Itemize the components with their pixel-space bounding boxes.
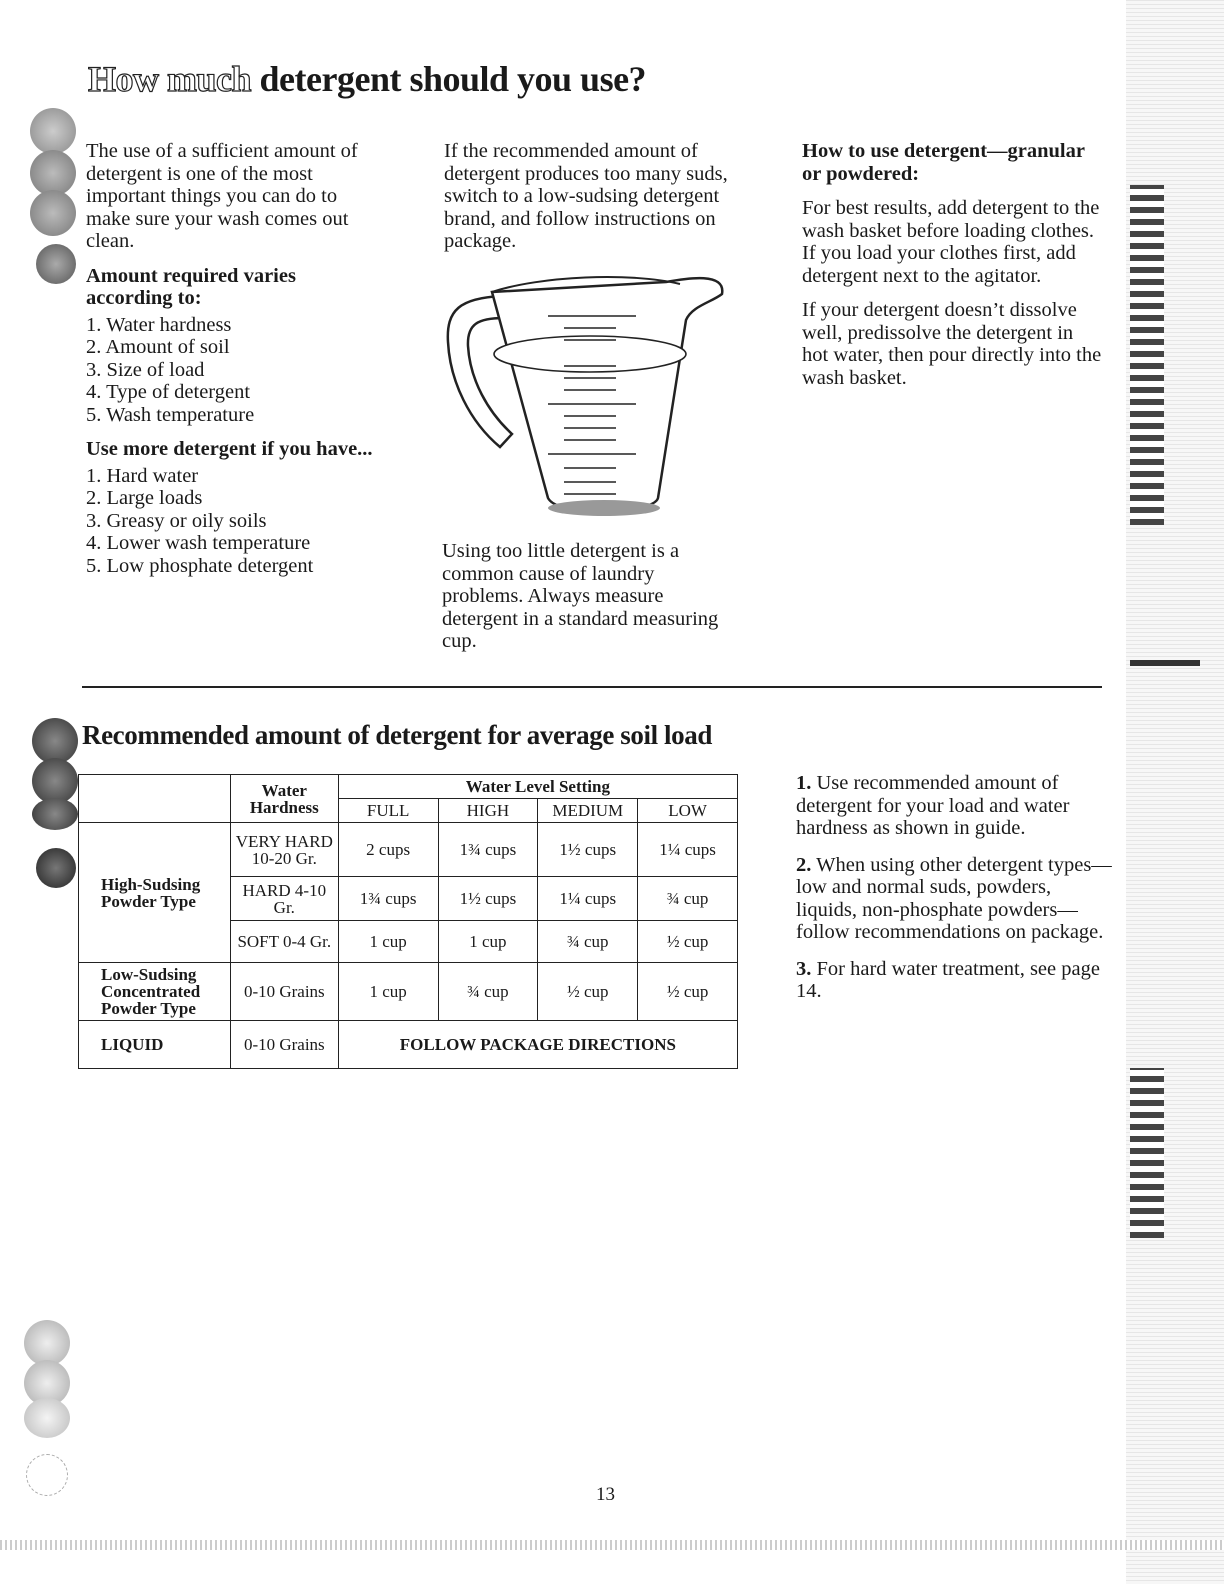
page-title-solid: detergent should you use? [259,59,647,99]
intro-paragraph: The use of a sufficient amount of detergent is one of the most important things you can do to make sure your wash comes out clean. [86,140,358,252]
scan-edge-marks [1130,1068,1164,1238]
section-divider [82,686,1102,688]
binder-hole-icon [32,798,78,830]
table-corner-cell [79,775,231,823]
note-item [796,854,1116,944]
scan-edge-mark [1130,660,1200,666]
list-item: 4. Type of detergent [86,381,251,403]
table-cell: ½ cup [538,963,638,1021]
hardness-cell: 0-10 Grains [230,963,338,1021]
page-number: 13 [596,1484,615,1505]
binder-hole-icon [30,190,76,236]
high-sudsing-label: High-Sudsing Powder Type [79,823,231,963]
table-cell: ½ cup [638,963,738,1021]
low-sudsing-label: Low-Sudsing Concentrated Powder Type [79,963,231,1021]
note-item [796,772,1116,840]
measuring-cup-icon [440,262,730,524]
more-list [86,465,376,578]
table-cell: 1 cup [338,921,438,963]
page-title-hollow: How much [88,59,252,99]
amount-list [86,314,376,427]
table-row [79,1021,738,1069]
note-number: 1. [796,772,812,794]
list-item: 2. Large loads [86,487,203,509]
binder-hole-icon [24,1398,70,1438]
how-to-paragraph-1: For best results, add detergent to the wash basket before loading clothes. If you load your clothes first, add detergent next to the agitator. [802,197,1100,287]
level-full: FULL [338,799,438,823]
table-cell: 1½ cups [538,823,638,877]
liquid-label: LIQUID [79,1021,231,1069]
binder-hole-icon [36,244,76,284]
table-row [79,775,738,799]
binder-hole-icon [30,108,76,154]
notes [796,772,1116,1017]
table-cell: 2 cups [338,823,438,877]
table-row [79,963,738,1021]
hardness-cell: SOFT 0-4 Gr. [230,921,338,963]
table-cell: 1 cup [438,921,538,963]
list-item: 4. Lower wash temperature [86,532,311,554]
table-cell: ¾ cup [538,921,638,963]
note-number: 3. [796,957,812,980]
list-item: 5. Low phosphate detergent [86,554,314,577]
hardness-cell: HARD 4-10 Gr. [230,877,338,921]
water-level-header: Water Level Setting [338,775,737,799]
table-cell: ¾ cup [438,963,538,1021]
binder-hole-icon [36,848,76,888]
list-item: 1. Water hardness [86,313,232,336]
page-title [88,58,646,100]
level-low: LOW [638,799,738,823]
hardness-cell: 0-10 Grains [230,1021,338,1069]
more-heading: Use more detergent if you have... [86,438,373,460]
section-title: Recommended amount of detergent for average soil load [82,720,712,750]
binder-hole-icon [26,1454,68,1496]
note-number: 2. [796,853,812,876]
list-item: 3. Greasy or oily soils [86,509,267,532]
how-to-heading: How to use detergent—granular or powdered: [802,140,1085,185]
table-cell: 1¼ cups [638,823,738,877]
water-hardness-header: Water Hardness [230,775,338,823]
column-1 [86,140,376,589]
scan-bottom-edge [0,1540,1224,1550]
amount-heading: Amount required varies according to: [86,264,296,309]
note-text: When using other detergent types—low and normal suds, powders, liquids, non-phosphate powders—follow recommendations on package. [796,853,1112,943]
list-item: 3. Size of load [86,358,205,381]
detergent-table [78,774,738,1069]
table-cell: 1 cup [338,963,438,1021]
list-item: 1. Hard water [86,464,199,487]
liquid-note: FOLLOW PACKAGE DIRECTIONS [338,1021,737,1069]
suds-paragraph: If the recommended amount of detergent produces too many suds, switch to a low-sudsing detergent brand, and follow instructions on package. [444,140,728,252]
table-cell: 1¼ cups [538,877,638,921]
scan-edge-marks [1130,185,1164,525]
note-item [796,958,1116,1003]
table-cell: ¾ cup [638,877,738,921]
how-to-paragraph-2: If your detergent doesn’t dissolve well, predissolve the detergent in hot water, then pour directly into the wash basket. [802,299,1102,389]
note-text: Use recommended amount of detergent for your load and water hardness as shown in guide. [796,772,1070,839]
note-text: For hard water treatment, see page 14. [796,957,1100,1002]
list-item: 5. Wash temperature [86,403,255,426]
level-medium: MEDIUM [538,799,638,823]
column-3 [802,140,1102,401]
table-cell: 1¾ cups [338,877,438,921]
caption-paragraph: Using too little detergent is a common cause of laundry problems. Always measure detergent in a standard measuring cup. [442,540,719,652]
table-row [79,823,738,877]
hardness-cell: VERY HARD 10-20 Gr. [230,823,338,877]
table-cell: 1½ cups [438,877,538,921]
column-2 [444,140,744,265]
table-cell: ½ cup [638,921,738,963]
table-cell: 1¾ cups [438,823,538,877]
column-2-caption [442,540,732,665]
level-high: HIGH [438,799,538,823]
list-item: 2. Amount of soil [86,336,230,358]
